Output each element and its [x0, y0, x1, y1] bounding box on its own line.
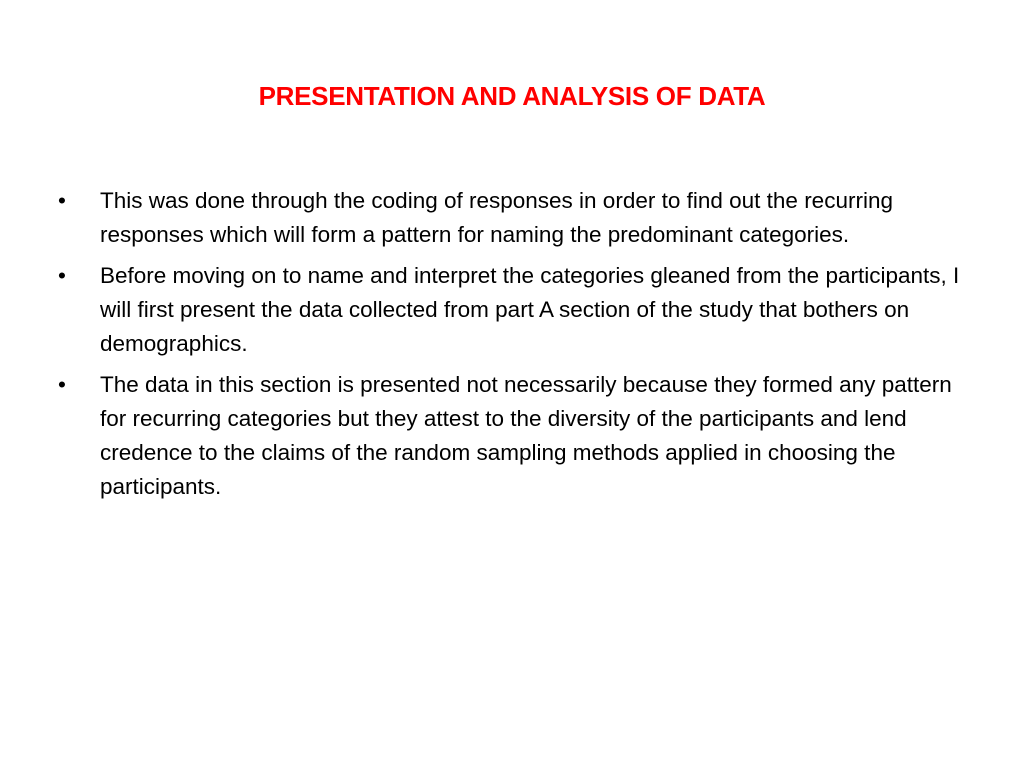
bullet-dot-icon: • — [58, 372, 66, 397]
bullet-list — [58, 184, 978, 511]
bullet-item-3 — [58, 368, 978, 504]
bullet-dot-icon: • — [58, 188, 66, 213]
bullet-text-1: This was done through the coding of responses in order to find out the recurring responses which will form a pattern for naming the predominant categories. — [100, 188, 893, 247]
bullet-text-2: Before moving on to name and interpret the categories gleaned from the participants, I will first present the data collected from part A section of the study that bothers on demographics. — [100, 263, 960, 356]
bullet-item-1 — [58, 184, 978, 252]
slide-title: PRESENTATION AND ANALYSIS OF DATA — [258, 81, 766, 111]
bullet-item-2 — [58, 259, 978, 361]
bullet-dot-icon: • — [58, 263, 66, 288]
bullet-text-3: The data in this section is presented not necessarily because they formed any pattern for recurring categories but they attest to the diversity of the participants and lend credence to the claims of the random sampling methods applied in choosing the participants. — [100, 372, 952, 499]
